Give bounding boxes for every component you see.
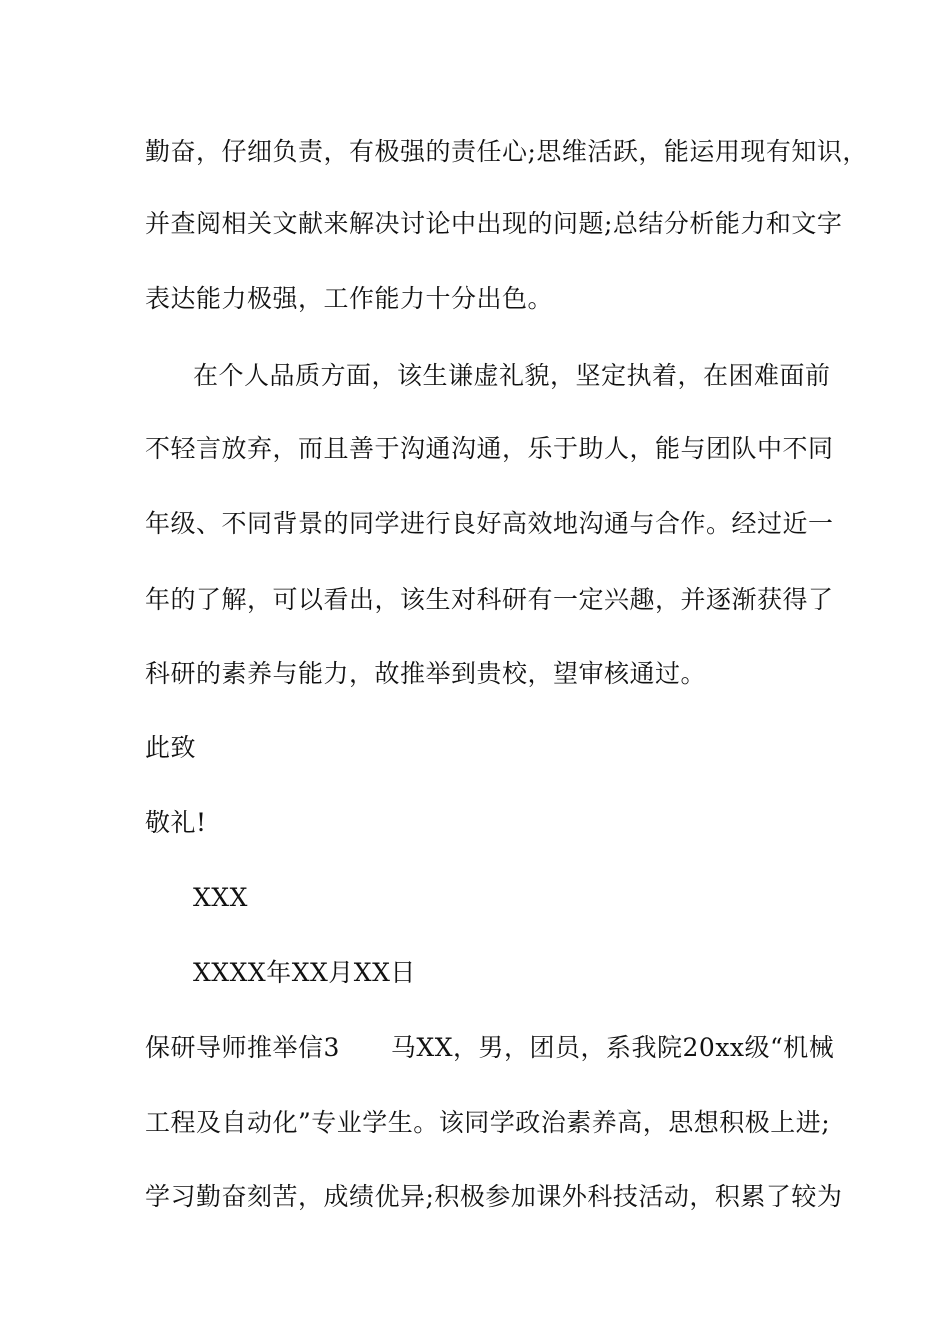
paragraph-line: 表达能力极强，工作能力十分出色。 <box>145 284 554 313</box>
paragraph-line: 保研导师推举信3 马XX，男，团员，系我院20xx级“机械 <box>145 1033 835 1062</box>
closing-regards: 敬礼! <box>145 808 207 837</box>
paragraph-line: 在个人品质方面，该生谦虚礼貌，坚定执着，在困难面前 <box>193 361 831 390</box>
signature-name: XXX <box>193 883 248 912</box>
paragraph-line: 年的了解，可以看出，该生对科研有一定兴趣，并逐渐获得了 <box>145 585 834 614</box>
paragraph-line: 科研的素养与能力，故推举到贵校，望审核通过。 <box>145 659 707 688</box>
signature-date: XXXX年XX月XX日 <box>193 958 416 987</box>
paragraph-line: 并查阅相关文献来解决讨论中出现的问题;总结分析能力和文字 <box>145 209 843 238</box>
paragraph-line: 不轻言放弃，而且善于沟通沟通，乐于助人，能与团队中不同 <box>145 434 834 463</box>
closing-salutation: 此致 <box>145 733 197 762</box>
paragraph-line: 学习勤奋刻苦，成绩优异;积极参加课外科技活动，积累了较为 <box>145 1182 843 1211</box>
paragraph-line: 工程及自动化”专业学生。该同学政治素养高，思想积极上进; <box>145 1108 831 1137</box>
paragraph-line: 勤奋，仔细负责，有极强的责任心;思维活跃，能运用现有知识， <box>145 137 868 166</box>
paragraph-line: 年级、不同背景的同学进行良好高效地沟通与合作。经过近一 <box>145 509 834 538</box>
